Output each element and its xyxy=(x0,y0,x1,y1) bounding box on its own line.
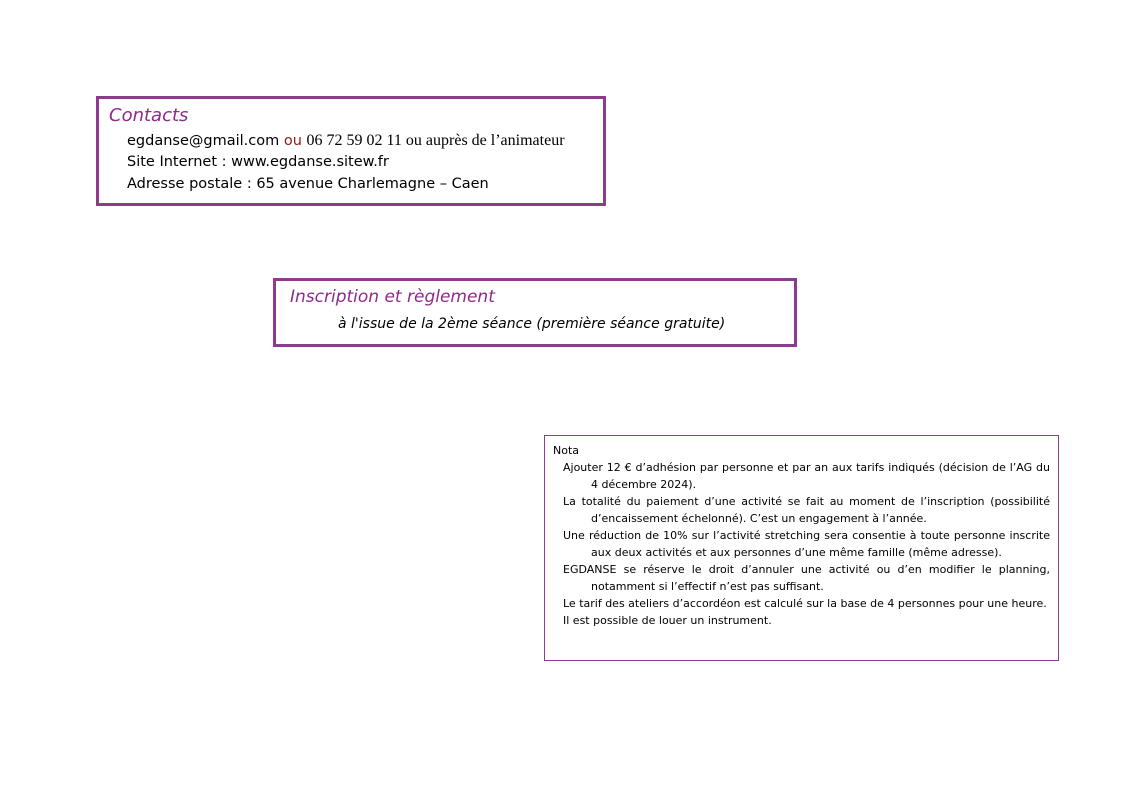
nota-item: Ajouter 12 € d’adhésion par personne et par an aux tarifs indiqués (décision de l’AG du 4 décembre 2024). xyxy=(563,461,1050,491)
contact-website[interactable]: Site Internet : www.egdanse.sitew.fr xyxy=(127,154,389,170)
inscription-subtitle: à l'issue de la 2ème séance (première séance gratuite) xyxy=(338,316,726,332)
or-animator: ou auprès de l’animateur xyxy=(405,132,565,149)
inscription-box xyxy=(273,278,797,347)
nota-box xyxy=(544,435,1059,661)
contact-phone: 06 72 59 02 11 xyxy=(306,132,402,149)
nota-item: Le tarif des ateliers d’accordéon est calculé sur la base de 4 personnes pour une heure. xyxy=(563,597,1047,610)
nota-item: EGDANSE se réserve le droit d’annuler une activité ou d’en modifier le planning, notamment si l’effectif n’est pas suffisant. xyxy=(563,563,1050,593)
contact-address: Adresse postale : 65 avenue Charlemagne – Caen xyxy=(127,176,489,192)
nota-item: Une réduction de 10% sur l’activité stretching sera consentie à toute personne inscrite aux deux activités et aux personnes d’une même famille (même adresse). xyxy=(563,529,1050,559)
or-text: ou xyxy=(283,133,302,149)
contact-email[interactable]: egdanse@gmail.com xyxy=(127,133,280,149)
contacts-email-line xyxy=(127,132,565,150)
nota-item: Il est possible de louer un instrument. xyxy=(563,614,772,627)
contacts-box xyxy=(96,96,606,206)
nota-item: La totalité du paiement d’une activité se fait au moment de l’inscription (possibilité d’encaissement échelonné). C’est un engagement à l’année. xyxy=(563,495,1050,525)
nota-title: Nota xyxy=(553,444,580,457)
nota-list xyxy=(563,459,1050,629)
inscription-title: Inscription et règlement xyxy=(290,287,495,307)
contacts-title: Contacts xyxy=(109,105,189,126)
